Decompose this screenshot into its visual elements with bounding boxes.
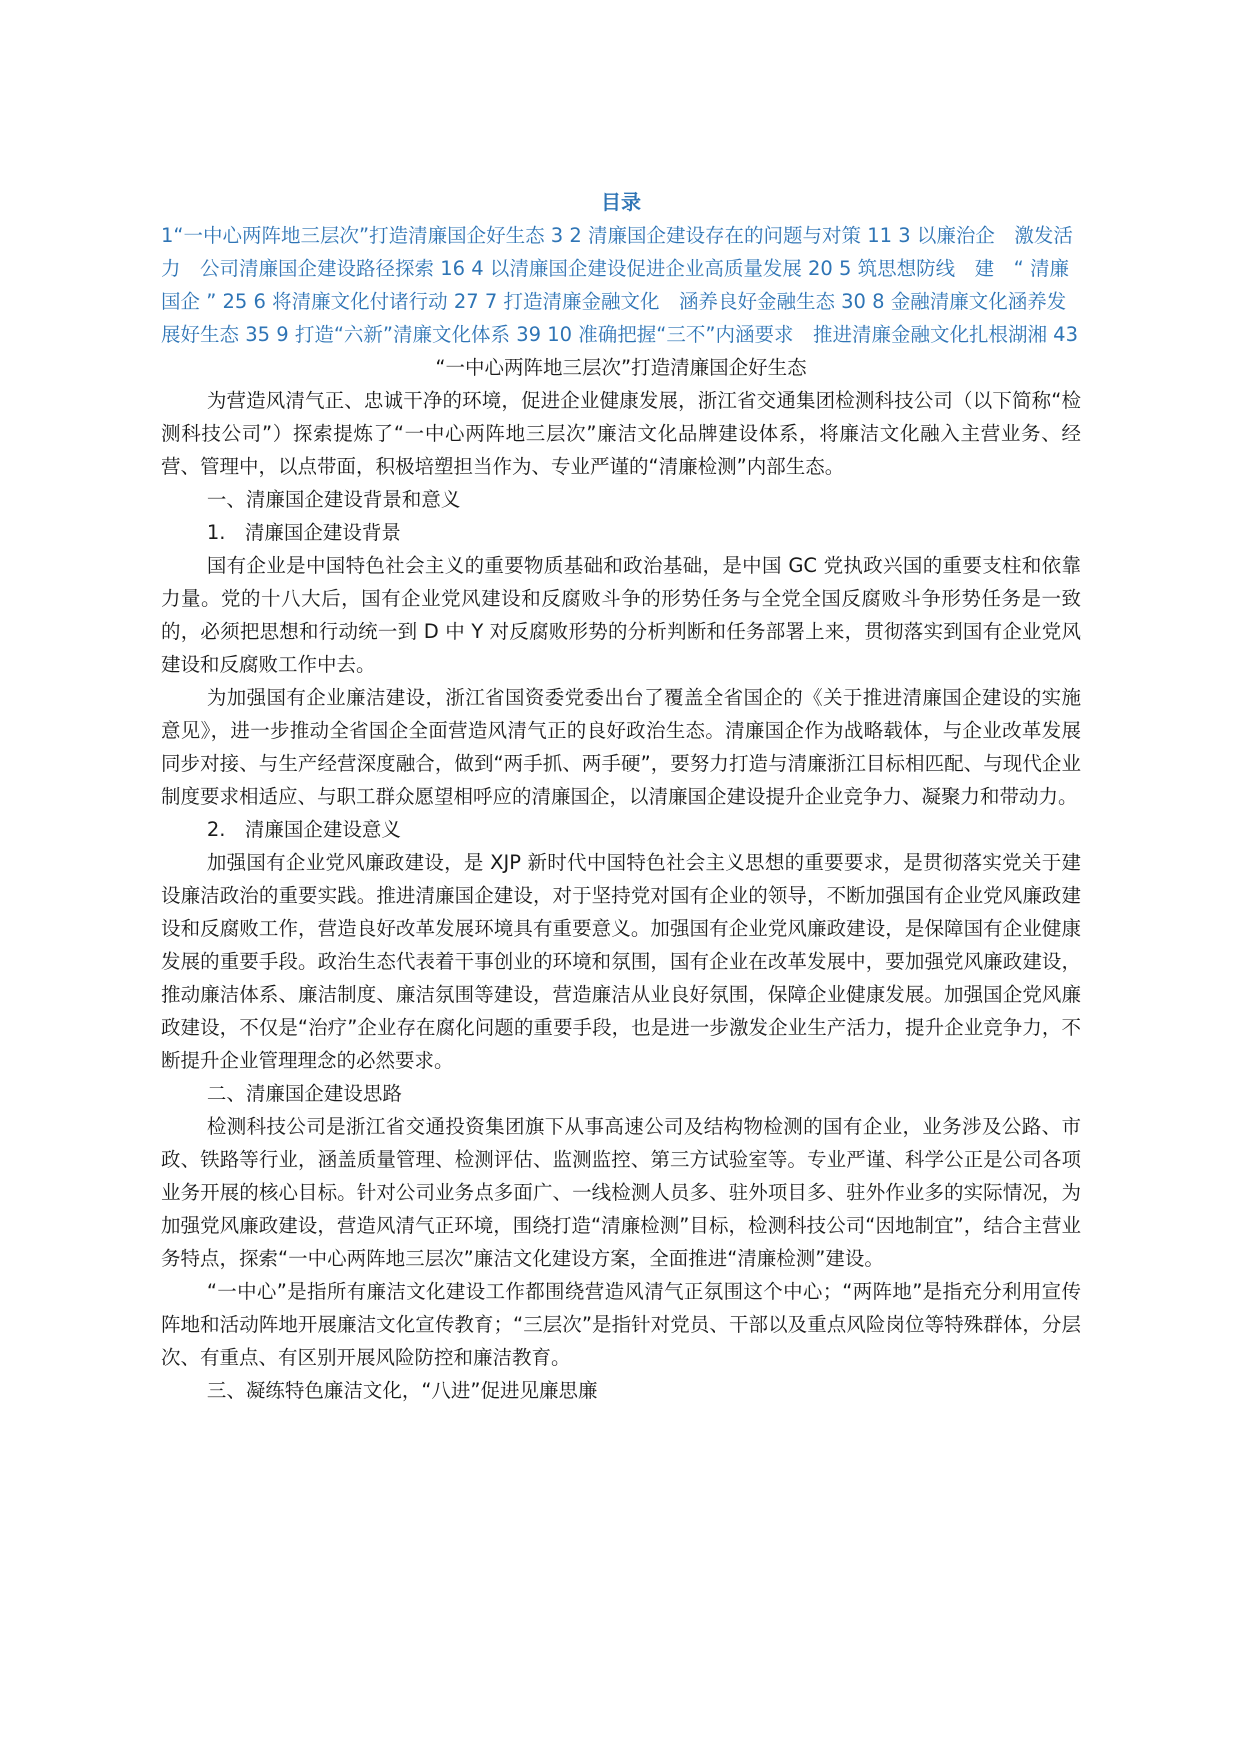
toc-entry-7[interactable]: 7 打造清廉金融文化 涵养良好金融生态 30 <box>484 290 866 313</box>
section-1-heading: 一、清廉国企建设背景和意义 <box>206 488 461 511</box>
subsection-1-paragraph-2: 为加强国有企业廉洁建设，浙江省国资委党委出台了覆盖全省国企的《关于推进清廉国企建设的实施意见》，进一步推动全省国企全面营造风清气正的良好政治生态。清廉国企作为战略载体，与企业改革发展同步对接、与生产经营深度融合，做到“两手抓、两手硬”，要努力打造与清廉浙江目标相匹配、与现代企业制度要求相适应、与职工群众愿望相呼应的清廉国企，以清廉国企建设提升企业竞争力、凝聚力和带动力。 <box>161 686 1081 808</box>
toc-entry-2[interactable]: 2 清廉国企建设存在的问题与对策 11 <box>569 224 893 247</box>
table-of-contents <box>161 219 1081 351</box>
subsection-1-paragraph-1: 国有企业是中国特色社会主义的重要物质基础和政治基础，是中国 GC 党执政兴国的重要支柱和依靠力量。党的十八大后，国有企业党风建设和反腐败斗争的形势任务与全党全国反腐败斗争形势任务是一致的，必须把思想和行动统一到 D 中 Y 对反腐败形势的分析判断和任务部署上来，贯彻落实到国有企业党风建设和反腐败工作中去。 <box>161 554 1081 676</box>
article-title: “一中心两阵地三层次”打造清廉国企好生态 <box>435 356 807 379</box>
toc-entry-10[interactable]: 10 准确把握“三不”内涵要求 推进清廉金融文化扎根湖湘 43 <box>547 323 1078 346</box>
section-3-heading: 三、凝练特色廉洁文化，“八进”促进见廉思廉 <box>206 1379 598 1402</box>
toc-entry-5[interactable]: 5 筑思想防线 建 “ 清廉国企 ” 25 <box>161 257 1069 313</box>
toc-entry-6[interactable]: 6 将清廉文化付诸行动 27 <box>253 290 479 313</box>
document-page <box>161 185 1081 1407</box>
section-2-heading: 二、清廉国企建设思路 <box>206 1082 402 1105</box>
subsection-2-paragraph-1: 加强国有企业党风廉政建设，是 XJP 新时代中国特色社会主义思想的重要要求，是贯彻落实党关于建设廉洁政治的重要实践。推进清廉国企建设，对于坚持党对国有企业的领导，不断加强国有企业党风廉政建设和反腐败工作，营造良好改革发展环境具有重要意义。加强国有企业党风廉政建设，是保障国有企业健康发展的重要手段。政治生态代表着干事创业的环境和氛围，国有企业在改革发展中，要加强党风廉政建设，推动廉洁体系、廉洁制度、廉洁氛围等建设，营造廉洁从业良好氛围，保障企业健康发展。加强国企党风廉政建设，不仅是“治疗”企业存在腐化问题的重要手段，也是进一步激发企业生产活力，提升企业竞争力，不断提升企业管理理念的必然要求。 <box>161 851 1081 1072</box>
intro-paragraph: 为营造风清气正、忠诚干净的环境，促进企业健康发展，浙江省交通集团检测科技公司（以下简称“检测科技公司”）探索提炼了“一中心两阵地三层次”廉洁文化品牌建设体系，将廉洁文化融入主营业务、经营、管理中，以点带面，积极培塑担当作为、专业严谨的“清廉检测”内部生态。 <box>161 389 1081 478</box>
toc-entry-8[interactable]: 8 金融清廉文化涵养发展好生态 35 <box>161 290 1067 346</box>
toc-entry-1[interactable]: 1“一中心两阵地三层次”打造清廉国企好生态 3 <box>161 224 564 247</box>
toc-entry-3[interactable]: 3 以廉治企 激发活力 公司清廉国企建设路径探索 16 <box>161 224 1073 280</box>
subsection-2-heading: 2. 清廉国企建设意义 <box>206 818 401 841</box>
subsection-1-heading: 1. 清廉国企建设背景 <box>206 521 401 544</box>
toc-entry-4[interactable]: 4 以清廉国企建设促进企业高质量发展 20 <box>471 257 833 280</box>
section-2-paragraph-1: 检测科技公司是浙江省交通投资集团旗下从事高速公司及结构物检测的国有企业，业务涉及公路、市政、铁路等行业，涵盖质量管理、检测评估、监测监控、第三方试验室等。专业严谨、科学公正是公司各项业务开展的核心目标。针对公司业务点多面广、一线检测人员多、驻外项目多、驻外作业多的实际情况，为加强党风廉政建设，营造风清气正环境，围绕打造“清廉检测”目标，检测科技公司“因地制宜”，结合主营业务特点，探索“一中心两阵地三层次”廉洁文化建设方案，全面推进“清廉检测”建设。 <box>161 1115 1081 1270</box>
toc-entry-9[interactable]: 9 打造“六新”清廉文化体系 39 <box>276 323 542 346</box>
toc-title: 目录 <box>601 190 641 214</box>
section-2-paragraph-2: “一中心”是指所有廉洁文化建设工作都围绕营造风清气正氛围这个中心；“两阵地”是指充分利用宣传阵地和活动阵地开展廉洁文化宣传教育；“三层次”是指针对党员、干部以及重点风险岗位等特殊群体，分层次、有重点、有区别开展风险防控和廉洁教育。 <box>161 1280 1081 1369</box>
